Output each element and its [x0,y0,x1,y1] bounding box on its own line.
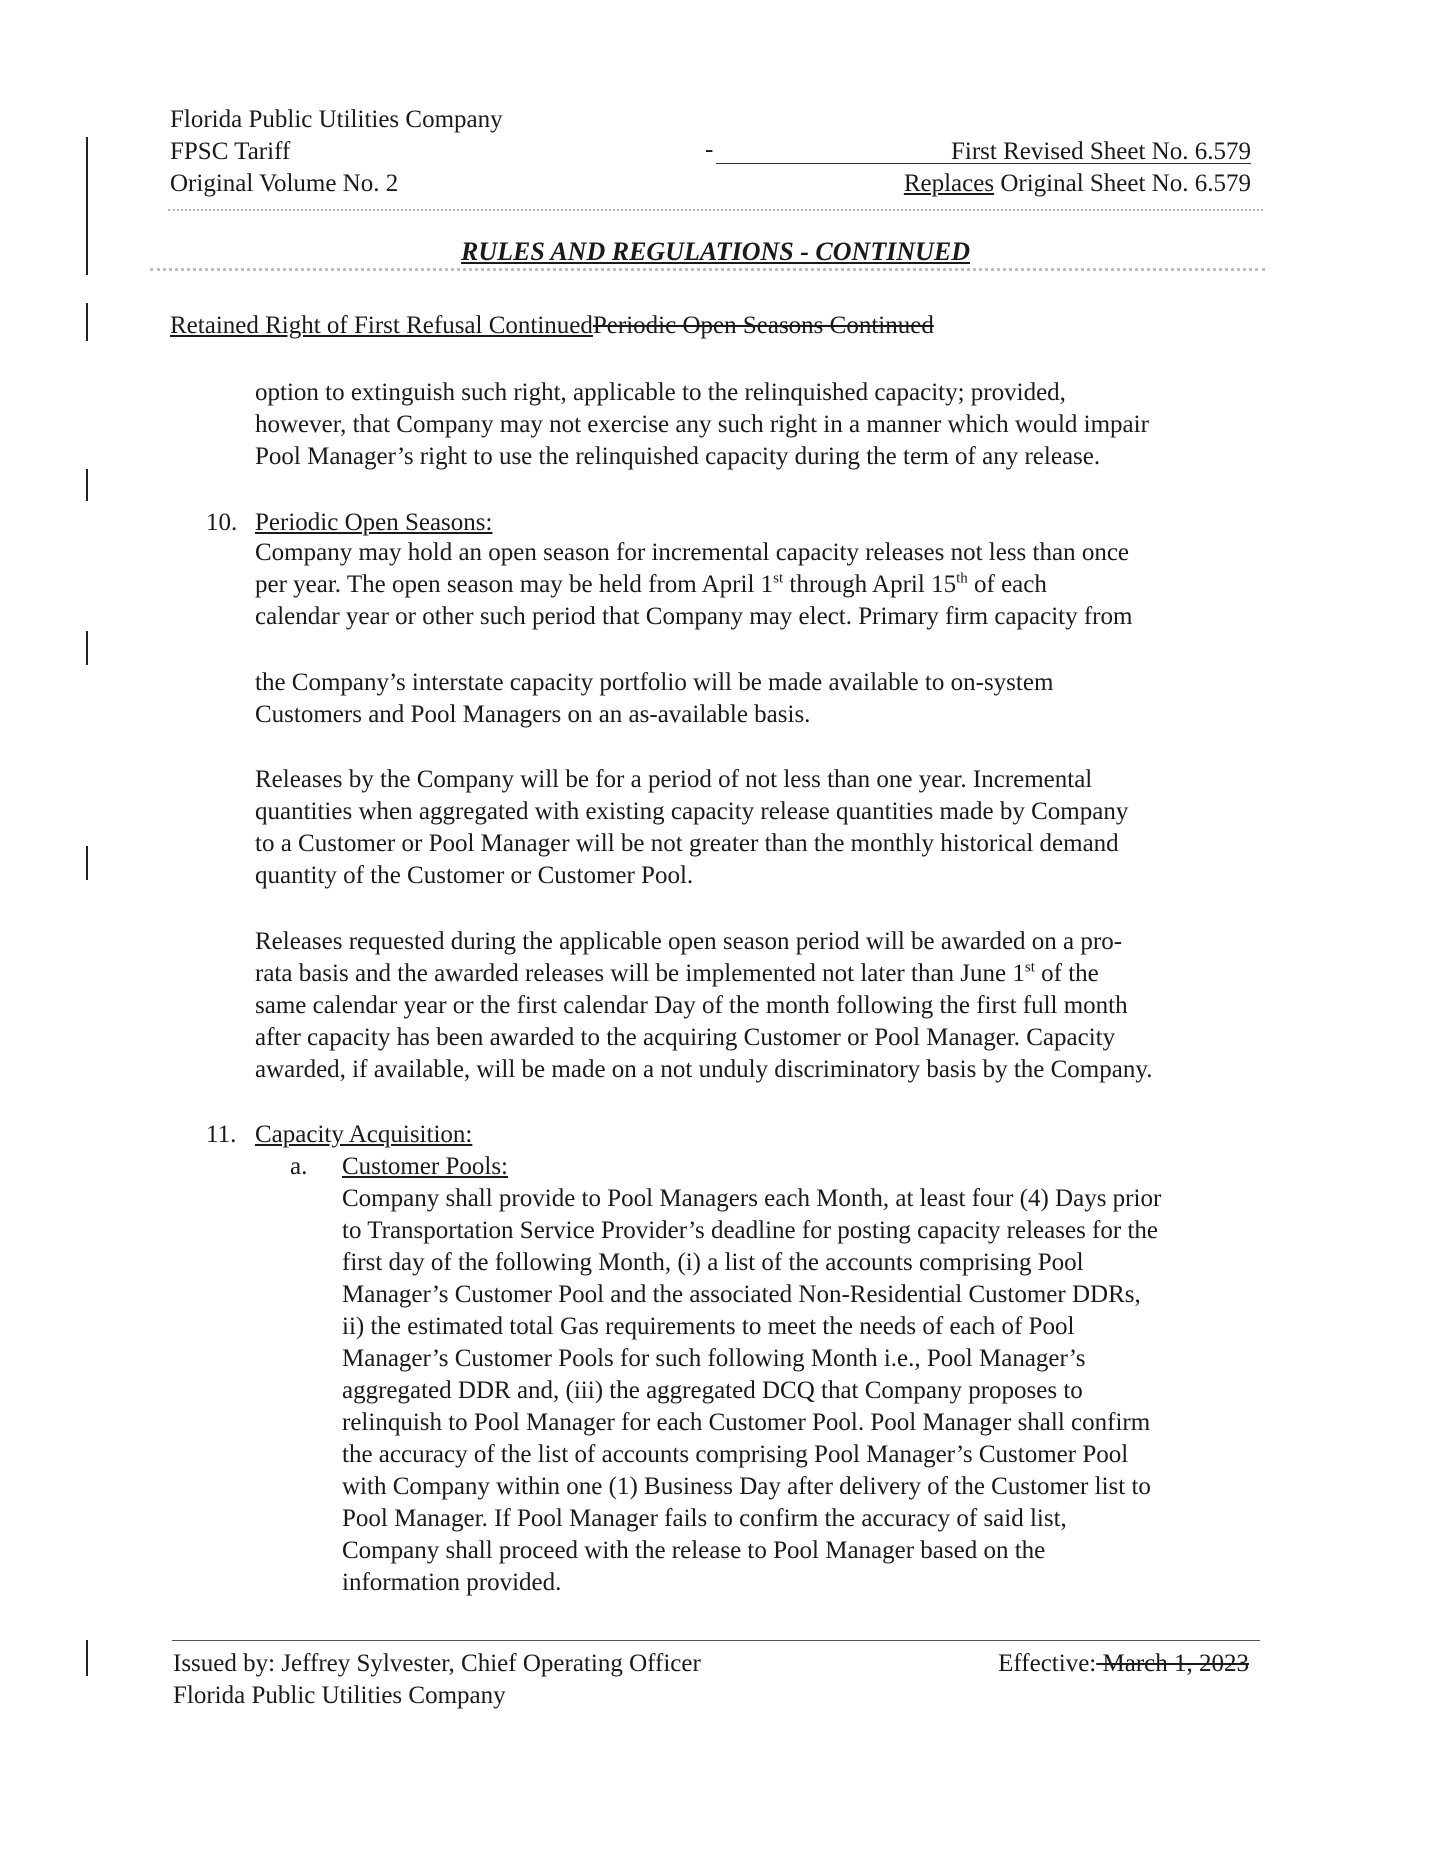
item11a-line: the accuracy of the list of accounts comprising Pool Manager’s Customer Pool [342,1441,1129,1468]
item10-line: quantity of the Customer or Customer Pool. [255,862,694,889]
item10-line: Releases by the Company will be for a period of not less than one year. Incremental [255,766,1093,793]
footer-company: Florida Public Utilities Company [173,1682,506,1709]
header-replaces [904,168,1251,200]
item10-number: 10. [206,509,238,536]
footer-divider [172,1640,1260,1641]
footer-effective [998,1648,1249,1680]
item11a-line: first day of the following Month, (i) a list of the accounts comprising Pool [342,1249,1084,1276]
item10-line [255,569,1047,601]
intro-line: option to extinguish such right, applicable to the relinquished capacity; provided, [255,379,1066,406]
item10-line: to a Customer or Pool Manager will be not greater than the monthly historical demand [255,830,1119,857]
item11a-line: Pool Manager. If Pool Manager fails to confirm the accuracy of said list, [342,1505,1067,1532]
title-divider [150,268,1265,271]
item10-text: of each [967,571,1047,598]
superscript: st [1024,959,1035,976]
page-title: RULES AND REGULATIONS - CONTINUED [461,237,970,266]
header-replaces-rest: Original Sheet No. 6.579 [994,170,1251,197]
footer-issued-by: Issued by: Jeffrey Sylvester, Chief Operating Officer [173,1650,701,1677]
item11a-line: Manager’s Customer Pools for such following Month i.e., Pool Manager’s [342,1345,1086,1372]
footer-effective-deleted: March 1, 2023 [1096,1650,1249,1677]
item10-line: the Company’s interstate capacity portfolio will be made available to on-system [255,669,1054,696]
superscript: st [773,570,784,587]
change-bar [86,631,88,665]
item11-number: 11. [206,1121,237,1148]
section-heading [170,310,934,342]
superscript: th [956,570,968,587]
item11a-heading: Customer Pools: [342,1153,508,1180]
item10-line [255,958,1099,990]
header-volume: Original Volume No. 2 [170,170,399,197]
change-bar [86,303,88,341]
header-divider [168,209,1263,211]
header-dash: - [705,136,714,163]
item10-text: through April 15 [783,571,957,598]
header-sheet: First Revised Sheet No. 6.579 [951,138,1251,165]
item11a-line: to Transportation Service Provider’s deadline for posting capacity releases for the [342,1217,1158,1244]
item10-line: after capacity has been awarded to the acquiring Customer or Pool Manager. Capacity [255,1024,1116,1051]
item10-text: of the [1034,960,1099,987]
item11a-line: Company shall proceed with the release to Pool Manager based on the [342,1537,1046,1564]
footer-effective-label: Effective: [998,1650,1097,1677]
section-heading-deleted: Periodic Open Seasons Continued [592,312,934,339]
item10-heading: Periodic Open Seasons: [255,509,493,536]
item11a-label: a. [290,1153,308,1180]
item11a-line: Manager’s Customer Pool and the associated Non-Residential Customer DDRs, [342,1281,1141,1308]
item11a-line: Company shall provide to Pool Managers each Month, at least four (4) Days prior [342,1185,1162,1212]
item10-line: quantities when aggregated with existing capacity release quantities made by Company [255,798,1129,825]
item11a-line: relinquish to Pool Manager for each Customer Pool. Pool Manager shall confirm [342,1409,1151,1436]
section-heading-inserted: Retained Right of First Refusal Continued [170,312,593,339]
change-bar [86,469,88,501]
intro-line: however, that Company may not exercise any such right in a manner which would impair [255,411,1149,438]
item10-line: Releases requested during the applicable open season period will be awarded on a pro- [255,928,1123,955]
header-tariff: FPSC Tariff [170,138,291,165]
item10-text: per year. The open season may be held from April 1 [255,571,774,598]
item11a-line: with Company within one (1) Business Day after delivery of the Customer list to [342,1473,1151,1500]
item11a-line: information provided. [342,1569,562,1596]
item10-line: same calendar year or the first calendar Day of the month following the first full month [255,992,1128,1019]
item11a-line: ii) the estimated total Gas requirements to meet the needs of each of Pool [342,1313,1075,1340]
intro-line: Pool Manager’s right to use the relinquished capacity during the term of any release. [255,443,1101,470]
change-bar [86,1640,88,1676]
item10-text: rata basis and the awarded releases will be implemented not later than June 1 [255,960,1025,987]
change-bar [86,846,88,880]
item11-heading: Capacity Acquisition: [255,1121,473,1148]
item10-line: calendar year or other such period that Company may elect. Primary firm capacity from [255,603,1133,630]
item11a-line: aggregated DDR and, (iii) the aggregated DCQ that Company proposes to [342,1377,1083,1404]
header-company: Florida Public Utilities Company [170,106,503,133]
item10-line: Company may hold an open season for incremental capacity releases not less than once [255,539,1130,566]
item10-line: awarded, if available, will be made on a not unduly discriminatory basis by the Company. [255,1056,1153,1083]
item10-line: Customers and Pool Managers on an as-available basis. [255,701,811,728]
header-replaces-underlined: Replaces [903,170,995,197]
